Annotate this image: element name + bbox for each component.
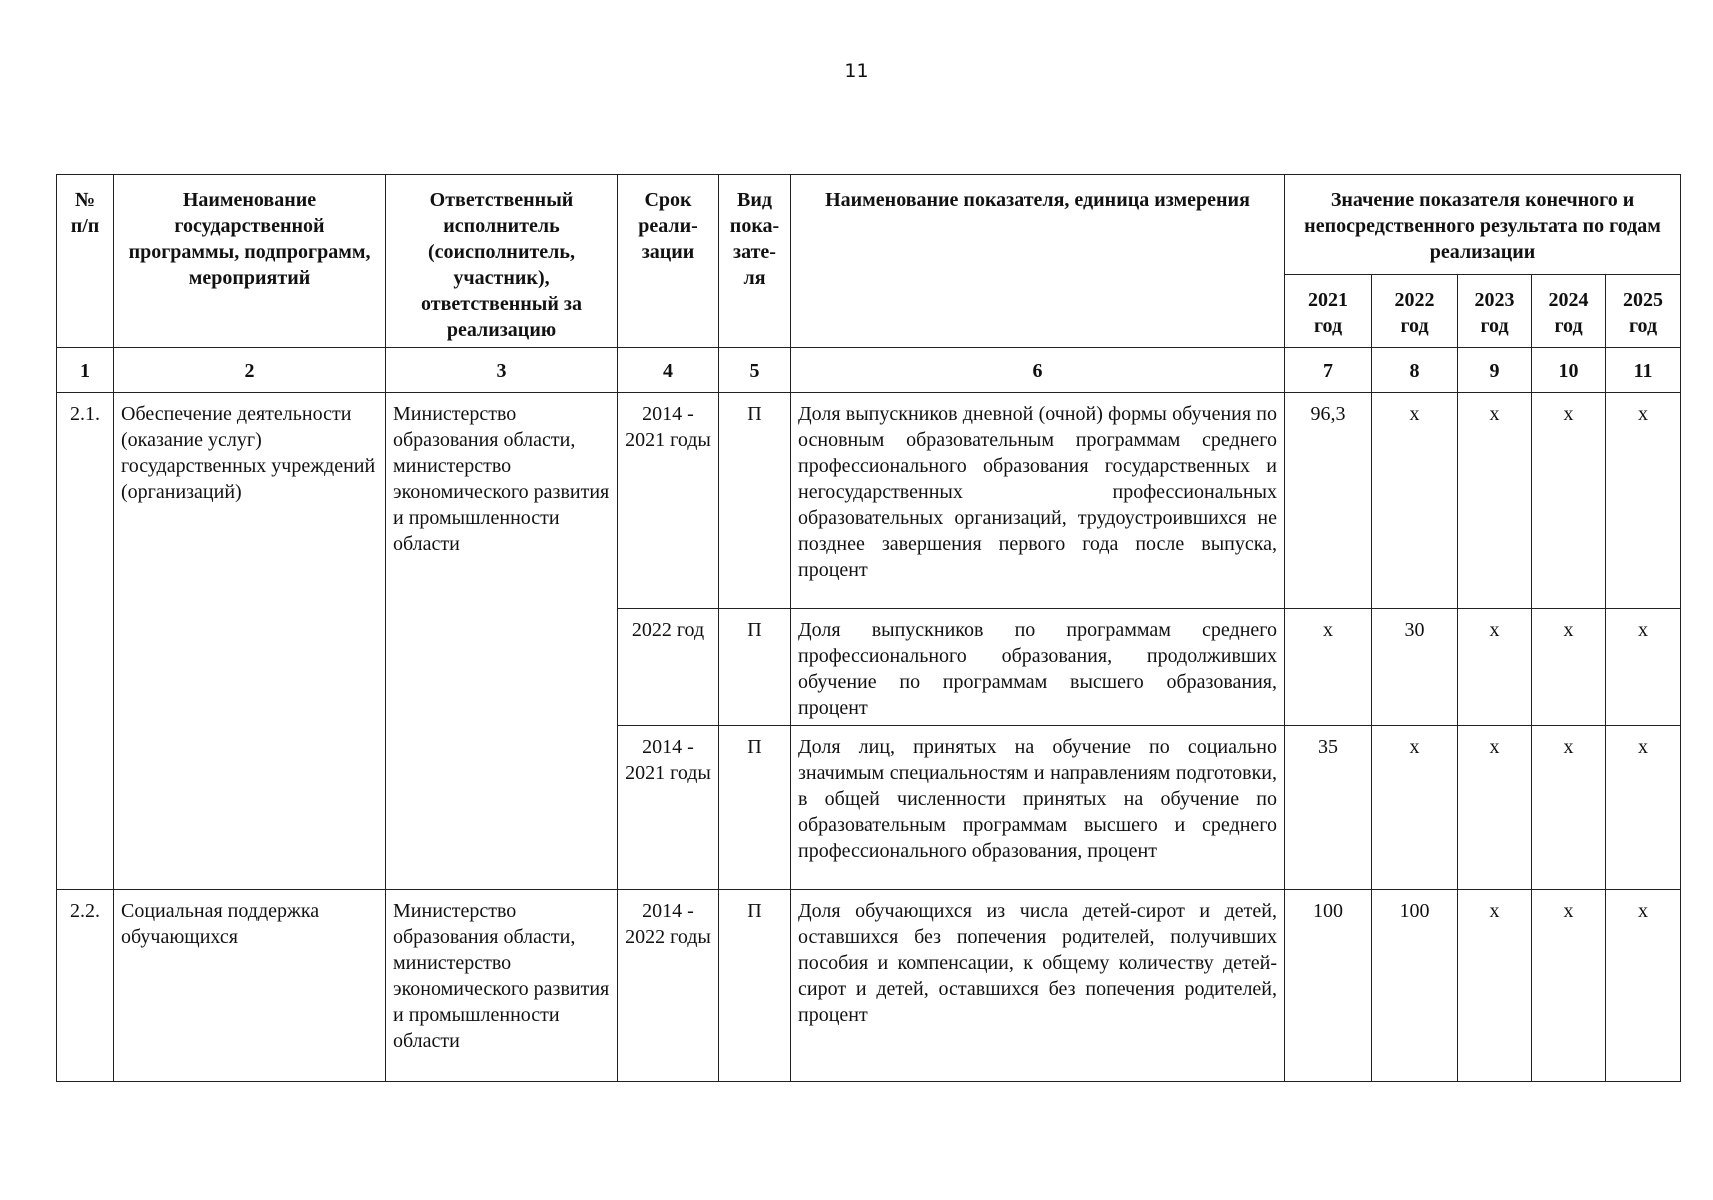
value-2024: х <box>1532 890 1606 1082</box>
implementation-term: 2014 - 2022 годы <box>618 890 719 1082</box>
header-year-2023: 2023 год <box>1458 275 1532 348</box>
program-name: Обеспечение деятельности (оказание услуг) государственных учреждений (организаций) <box>114 393 386 890</box>
column-numbers-row <box>57 348 1681 393</box>
header-values-group: Значение показателя конечного и непосредственного результата по годам реализации <box>1285 175 1681 275</box>
indicator-name: Доля выпускников дневной (очной) формы обучения по основным образовательным программам среднего профессионального образования государственных и негосударственных профессиональных образовательных организаций, трудоустроившихся не позднее завершения первого года после выпуска, процент <box>791 393 1285 609</box>
indicator-name: Доля выпускников по программам среднего профессионального образования, продолживших обучение по программам высшего образования, процент <box>791 609 1285 726</box>
value-2025: х <box>1606 726 1681 890</box>
value-2023: х <box>1458 393 1532 609</box>
responsible-executor: Министерство образования области, министерство экономического развития и промышленности области <box>386 890 618 1082</box>
header-number: № п/п <box>57 175 114 348</box>
header-indicator-name: Наименование показателя, единица измерения <box>791 175 1285 348</box>
header-term: Срок реали-зации <box>618 175 719 348</box>
value-2025: х <box>1606 890 1681 1082</box>
value-2021: 96,3 <box>1285 393 1372 609</box>
column-number: 6 <box>791 348 1285 393</box>
implementation-term: 2014 - 2021 годы <box>618 726 719 890</box>
table-row <box>57 393 1681 609</box>
indicator-name: Доля обучающихся из числа детей-сирот и детей, оставшихся без попечения родителей, получивших пособия и компенсации, к общему количеству детей-сирот и детей, оставшихся без попечения родителей, процент <box>791 890 1285 1082</box>
header-year-2021: 2021 год <box>1285 275 1372 348</box>
column-number: 3 <box>386 348 618 393</box>
value-2025: х <box>1606 393 1681 609</box>
value-2021: х <box>1285 609 1372 726</box>
column-number: 4 <box>618 348 719 393</box>
value-2022: 30 <box>1372 609 1458 726</box>
value-2025: х <box>1606 609 1681 726</box>
table-row <box>57 890 1681 1082</box>
program-name: Социальная поддержка обучающихся <box>114 890 386 1082</box>
value-2023: х <box>1458 726 1532 890</box>
value-2023: х <box>1458 890 1532 1082</box>
value-2023: х <box>1458 609 1532 726</box>
header-year-2025: 2025 год <box>1606 275 1681 348</box>
row-number: 2.2. <box>57 890 114 1082</box>
value-2022: х <box>1372 726 1458 890</box>
indicator-type: П <box>719 890 791 1082</box>
indicator-type: П <box>719 726 791 890</box>
column-number: 2 <box>114 348 386 393</box>
indicator-type: П <box>719 393 791 609</box>
header-year-2024: 2024 год <box>1532 275 1606 348</box>
indicator-type: П <box>719 609 791 726</box>
value-2024: х <box>1532 609 1606 726</box>
header-program-name: Наименование государственной программы, подпрограмм, мероприятий <box>114 175 386 348</box>
column-number: 1 <box>57 348 114 393</box>
value-2024: х <box>1532 726 1606 890</box>
implementation-term: 2022 год <box>618 609 719 726</box>
indicators-table <box>56 174 1681 1082</box>
value-2024: х <box>1532 393 1606 609</box>
column-number: 5 <box>719 348 791 393</box>
value-2021: 35 <box>1285 726 1372 890</box>
page-number: 11 <box>844 60 869 82</box>
implementation-term: 2014 - 2021 годы <box>618 393 719 609</box>
column-number: 7 <box>1285 348 1372 393</box>
column-number: 9 <box>1458 348 1532 393</box>
value-2022: х <box>1372 393 1458 609</box>
header-year-2022: 2022 год <box>1372 275 1458 348</box>
column-number: 10 <box>1532 348 1606 393</box>
indicator-name: Доля лиц, принятых на обучение по социально значимым специальностям и направлениям подготовки, в общей численности принятых на обучение по образовательным программам высшего и среднего профессионального образования, процент <box>791 726 1285 890</box>
column-number: 8 <box>1372 348 1458 393</box>
value-2022: 100 <box>1372 890 1458 1082</box>
responsible-executor: Министерство образования области, министерство экономического развития и промышленности области <box>386 393 618 890</box>
header-responsible: Ответственный исполнитель (соисполнитель, участник), ответственный за реализацию <box>386 175 618 348</box>
value-2021: 100 <box>1285 890 1372 1082</box>
row-number: 2.1. <box>57 393 114 890</box>
column-number: 11 <box>1606 348 1681 393</box>
header-indicator-type: Вид пока-зате-ля <box>719 175 791 348</box>
